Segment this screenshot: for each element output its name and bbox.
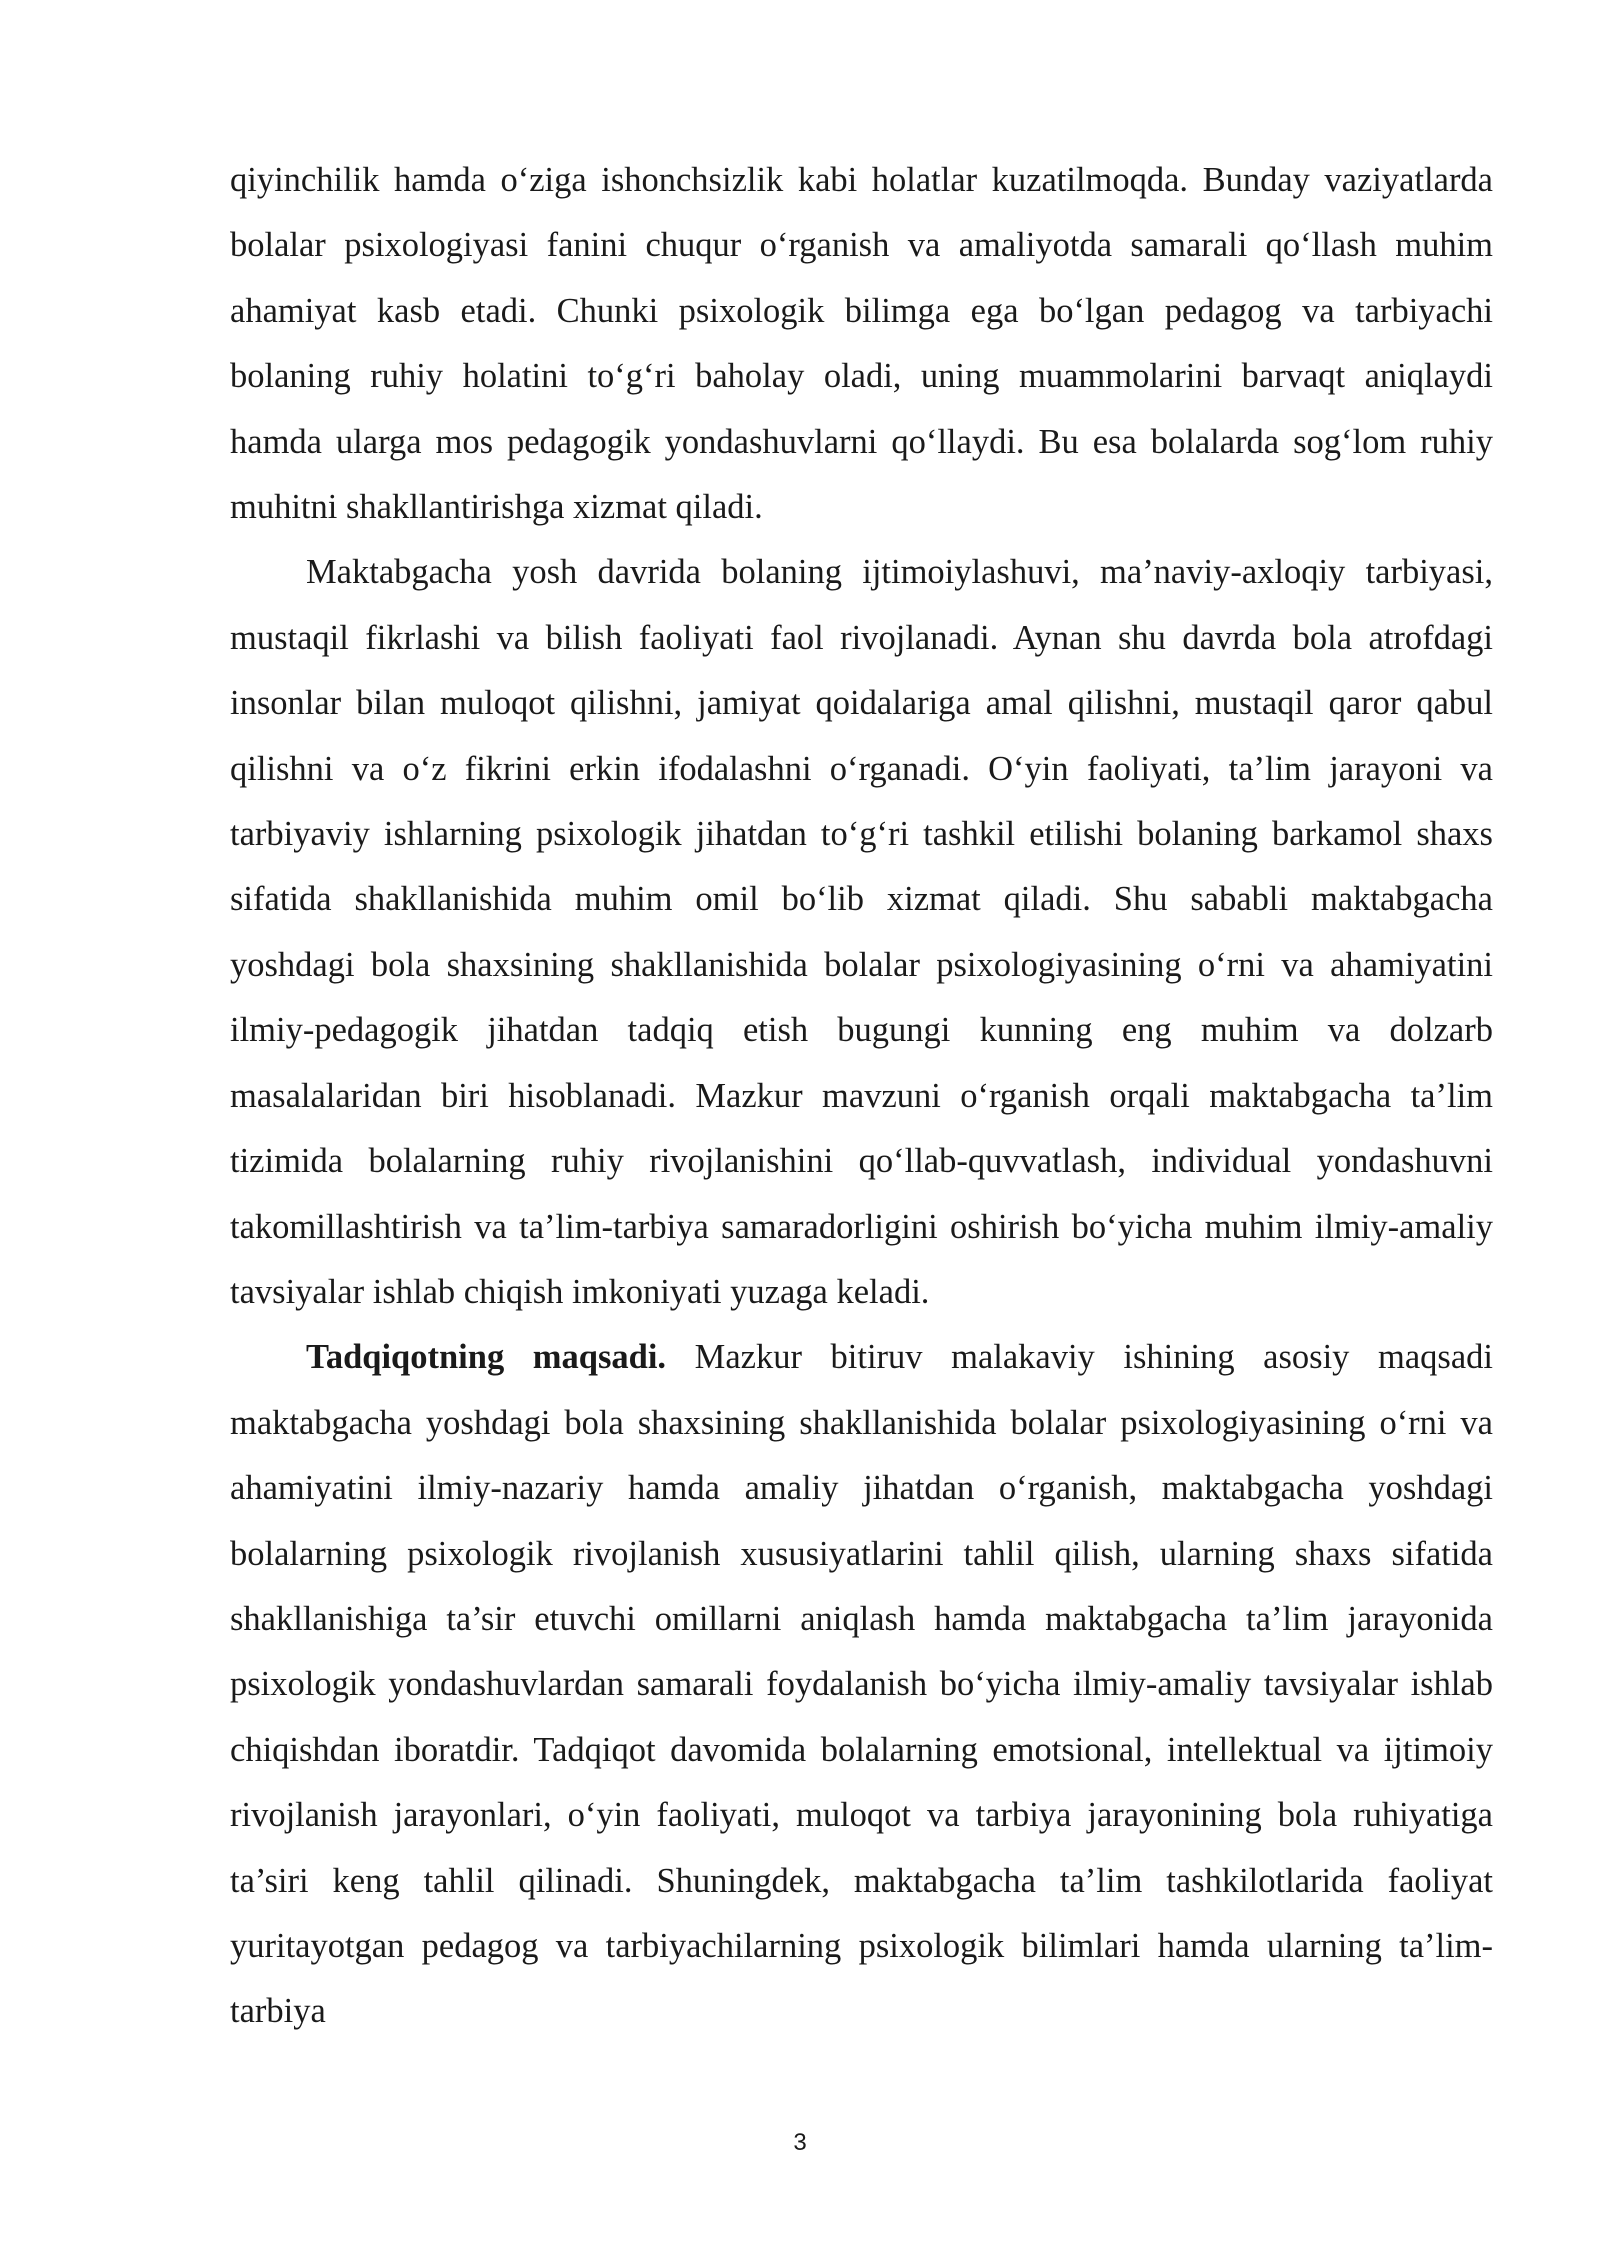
paragraph-1: qiyinchilik hamda o‘ziga ishonchsizlik kabi holatlar kuzatilmoqda. Bunday vaziyatlarda bolalar psixologiyasi fanini chuqur o‘rganish va amaliyotda samarali qo‘llash muhim ahamiyat kasb etadi. Chunki psixologik bilimga ega bo‘lgan pedagog va tarbiyachi bolaning ruhiy holatini to‘g‘ri baholay oladi, uning muammolarini barvaqt aniqlaydi hamda ularga mos pedagogik yondashuvlarni qo‘llaydi. Bu esa bolalarda sog‘lom ruhiy muhitni shakllantirishga xizmat qiladi. [230, 161, 1493, 527]
section-heading-research-goal: Tadqiqotning maqsadi. [306, 1338, 667, 1377]
page-number: 3 [793, 2129, 807, 2156]
paragraph-2: Maktabgacha yosh davrida bolaning ijtimoiylashuvi, ma’naviy-axloqiy tarbiyasi, mustaqil fikrlashi va bilish faoliyati faol rivojlanadi. Aynan shu davrda bola atrofdagi insonlar bilan muloqot qilishni, jamiyat qoidalariga amal qilishni, mustaqil qaror qabul qilishni va o‘z fikrini erkin ifodalashni o‘rganadi. O‘yin faoliyati, ta’lim jarayoni va tarbiyaviy ishlarning psixologik jihatdan to‘g‘ri tashkil etilishi bolaning barkamol shaxs sifatida shakllanishida muhim omil bo‘lib xizmat qiladi. Shu sababli maktabgacha yoshdagi bola shaxsining shakllanishida bolalar psixologiyasining o‘rni va ahamiyatini ilmiy-pedagogik jihatdan tadqiq etish bugungi kunning eng muhim va dolzarb masalalaridan biri hisoblanadi. Mazkur mavzuni o‘rganish orqali maktabgacha ta’lim tizimida bolalarning ruhiy rivojlanishini qo‘llab-quvvatlash, individual yondashuvni takomillashtirish va ta’lim-tarbiya samaradorligini oshirish bo‘yicha muhim ilmiy-amaliy tavsiyalar ishlab chiqish imkoniyati yuzaga keladi. [230, 553, 1493, 1311]
paragraph-3-text: Mazkur bitiruv malakaviy ishining asosiy maqsadi maktabgacha yoshdagi bola shaxsining shakllanishida bolalar psixologiyasining o‘rni va ahamiyatini ilmiy-nazariy hamda amaliy jihatdan o‘rganish, maktabgacha yoshdagi bolalarning psixologik rivojlanish xususiyatlarini tahlil qilish, ularning shaxs sifatida shakllanishiga ta’sir etuvchi omillarni aniqlash hamda maktabgacha ta’lim jarayonida psixologik yondashuvlardan samarali foydalanish bo‘yicha ilmiy-amaliy tavsiyalar ishlab chiqishdan iboratdir. Tadqiqot davomida bolalarning emotsional, intellektual va ijtimoiy rivojlanish jarayonlari, o‘yin faoliyati, muloqot va tarbiya jarayonining bola ruhiyatiga ta’siri keng tahlil qilinadi. Shuningdek, maktabgacha ta’lim tashkilotlarida faoliyat yuritayotgan pedagog va tarbiyachilarning psixologik bilimlari hamda ularning ta’lim-tarbiya [230, 1338, 1493, 2031]
document-body [230, 148, 1493, 2045]
paragraph-3 [230, 1325, 1493, 2044]
